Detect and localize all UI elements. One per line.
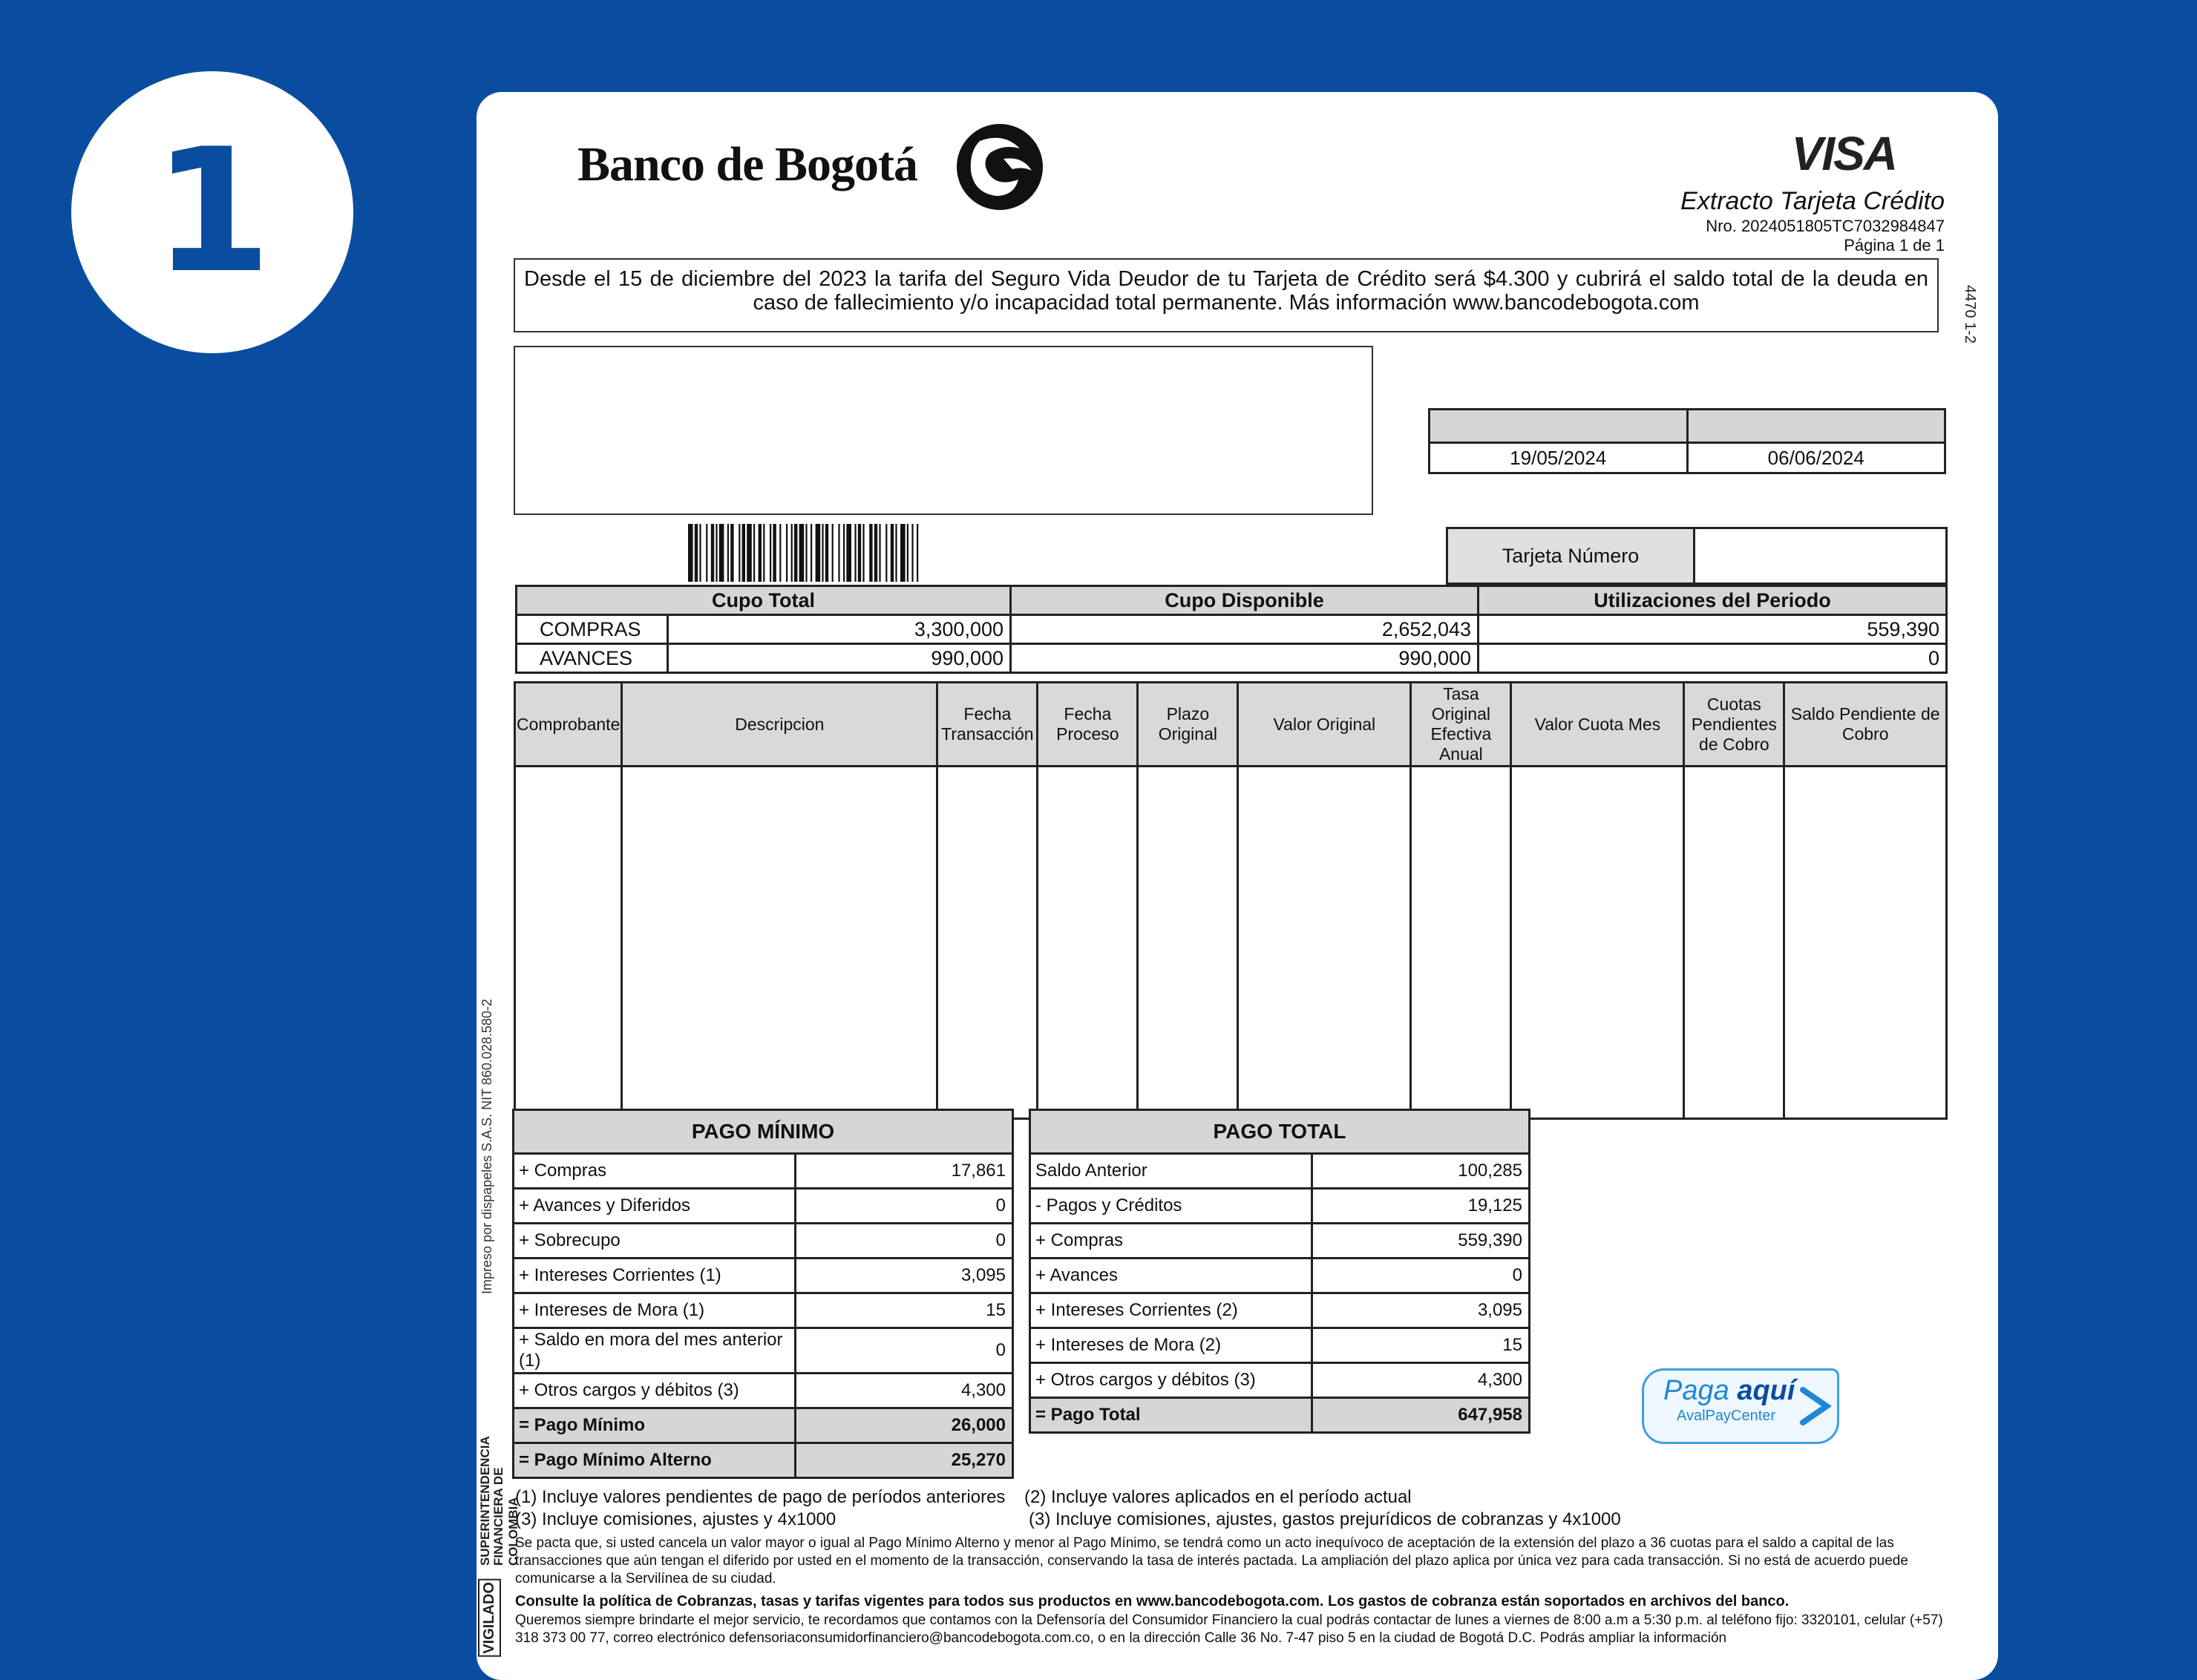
vigilado-seal: SUPERINTENDENCIA FINANCIERA DE COLOMBIA VIGILADO	[478, 1420, 517, 1658]
pago-total-total: = Pago Total 647,958	[1030, 1398, 1530, 1433]
avalpaycenter-label: AvalPayCenter	[1677, 1408, 1776, 1424]
visa-logo: VISA	[1791, 127, 1896, 180]
col-plazo-original: Plazo Original	[1138, 683, 1238, 767]
dates-table	[1428, 408, 1946, 474]
legal-text-1: Se pacta que, si usted cancela un valor mayor o igual al Pago Mínimo Alterno y menor al Pago Mínimo, se tendrá como un acto inequívoco de aceptación de la extensión del plazo a 36 cuotas para el saldo a capital de las transacciones que aún tengan el diferido por usted en el momento de la transacción, conservando la tasa de interés pactada. La ampliación del plazo aplica por única vez para cada transacción. Si no está de acuerdo puede comunicarse a la Servilínea de su ciudad.	[515, 1535, 1908, 1587]
credit-limit-table	[515, 585, 1948, 674]
col-descripcion: Descripcion	[622, 683, 937, 767]
pago-minimo-total: = Pago Mínimo 26,000	[514, 1408, 1013, 1443]
cupo-total-header: Cupo Total	[517, 586, 1011, 615]
cupo-total-value: 3,300,000	[668, 615, 1011, 644]
aqui-label: aquí	[1737, 1375, 1795, 1406]
table-row: + Sobrecupo 0	[514, 1224, 1013, 1259]
col-valor-original: Valor Original	[1238, 683, 1411, 767]
side-code: 4470 1-2	[1962, 285, 1978, 344]
col-fecha-transaccion: Fecha Transacción	[937, 683, 1038, 767]
barcode	[688, 524, 1041, 582]
table-row: + Intereses Corrientes (1) 3,095	[514, 1259, 1013, 1293]
col-comprobante: Comprobante	[515, 683, 622, 767]
col-valor-cuota: Valor Cuota Mes	[1511, 683, 1684, 767]
cupo-total-value: 990,000	[668, 644, 1011, 673]
cut-date: 19/05/2024	[1430, 443, 1688, 473]
pago-total-title: PAGO TOTAL	[1030, 1110, 1530, 1154]
table-row: + Otros cargos y débitos (3) 4,300	[514, 1374, 1013, 1408]
cupo-row-label: AVANCES	[517, 644, 668, 673]
page-info: Página 1 de 1	[1844, 236, 1945, 255]
address-box	[514, 346, 1373, 515]
legal-text-2: Consulte la política de Cobranzas, tasas y tarifas vigentes para todos sus productos en www.bancodebogota.com. Los gastos de cobranza están soportados en archivos del banco.	[515, 1593, 1790, 1610]
pago-total-table	[1029, 1109, 1530, 1434]
table-row: Saldo Anterior 100,285	[1030, 1154, 1530, 1189]
statement-number: Nro. 2024051805TC7032984847	[1706, 217, 1945, 235]
step-number: 1	[152, 113, 272, 311]
utilizaciones-header: Utilizaciones del Periodo	[1479, 586, 1947, 615]
cupo-disponible-value: 2,652,043	[1011, 615, 1479, 644]
pago-minimo-title: PAGO MÍNIMO	[514, 1110, 1013, 1154]
table-row: + Saldo en mora del mes anterior (1) 0	[514, 1328, 1013, 1374]
cupo-row-avances	[517, 644, 1947, 673]
payment-date: 06/06/2024	[1687, 443, 1945, 473]
cupo-disponible-value: 990,000	[1011, 644, 1479, 673]
transactions-table	[514, 681, 1948, 1120]
bank-logo-icon	[952, 119, 1048, 215]
bank-name: Banco de Bogotá	[577, 137, 918, 191]
col-fecha-proceso: Fecha Proceso	[1038, 683, 1138, 767]
table-row: - Pagos y Créditos 19,125	[1030, 1189, 1530, 1224]
printer-note: Impreso por dispapeles S.A.S. NIT 860.028.580-2	[479, 999, 494, 1294]
col-saldo-pendiente: Saldo Pendiente de Cobro	[1784, 683, 1947, 767]
footnote-3: (3) Incluye comisiones, ajustes y 4x1000	[515, 1509, 836, 1529]
paga-label: Paga	[1663, 1375, 1729, 1406]
table-row: + Otros cargos y débitos (3) 4,300	[1030, 1363, 1530, 1398]
col-cuotas-pendientes: Cuotas Pendientes de Cobro	[1684, 683, 1784, 767]
card-number-label: Tarjeta Número	[1447, 528, 1695, 584]
table-row: + Intereses de Mora (2) 15	[1030, 1328, 1530, 1363]
statement-document	[477, 92, 1998, 1680]
card-number-value	[1695, 528, 1947, 584]
paga-aqui-button[interactable]	[1642, 1368, 1839, 1444]
arrow-icon	[1800, 1385, 1833, 1427]
legal-text-3: Queremos siempre brindarte el mejor servicio, te recordamos que contamos con la Defensoría del Consumidor Financiero la cual podrás contactar de lunes a viernes de 8:00 a.m a 5:30 p.m. al teléfono fijo: 3320101, celular (+57) 318 373 00 77, correo electrónico defensoriaconsumidorfinanciero@bancodebogota.com.co, o en la dirección Calle 36 No. 7-47 piso 5 en la ciudad de Bogotá D.C. Podrás ampliar la información	[515, 1612, 1943, 1646]
card-number-table	[1446, 527, 1948, 585]
statement-title: Extracto Tarjeta Crédito	[1680, 187, 1945, 215]
table-row: + Compras 559,390	[1030, 1224, 1530, 1259]
footnote-3b: (3) Incluye comisiones, ajustes, gastos prejurídicos de cobranzas y 4x1000	[1029, 1509, 1621, 1529]
footnote-1: (1) Incluye valores pendientes de pago de períodos anteriores	[515, 1487, 1006, 1507]
pago-minimo-table	[512, 1109, 1014, 1479]
cupo-disponible-header: Cupo Disponible	[1011, 586, 1479, 615]
table-row: + Compras 17,861	[514, 1154, 1013, 1189]
table-row: + Avances y Diferidos 0	[514, 1189, 1013, 1224]
footnote-2: (2) Incluye valores aplicados en el período actual	[1024, 1487, 1412, 1507]
table-row: + Intereses Corrientes (2) 3,095	[1030, 1293, 1530, 1328]
cupo-row-label: COMPRAS	[517, 615, 668, 644]
cupo-row-compras	[517, 615, 1947, 644]
utilizaciones-value: 0	[1479, 644, 1947, 673]
table-row: + Intereses de Mora (1) 15	[514, 1293, 1013, 1328]
insurance-notice: Desde el 15 de diciembre del 2023 la tarifa del Seguro Vida Deudor de tu Tarjeta de Crédito será $4.300 y cubrirá el saldo total de la deuda en caso de fallecimiento y/o incapacidad total permanente. Más información www.bancodebogota.com	[514, 258, 1939, 332]
table-row: + Avances 0	[1030, 1259, 1530, 1293]
step-badge	[71, 71, 353, 353]
col-tasa-original: Tasa Original Efectiva Anual	[1411, 683, 1511, 767]
utilizaciones-value: 559,390	[1479, 615, 1947, 644]
pago-minimo-alterno: = Pago Mínimo Alterno 25,270	[514, 1443, 1013, 1478]
